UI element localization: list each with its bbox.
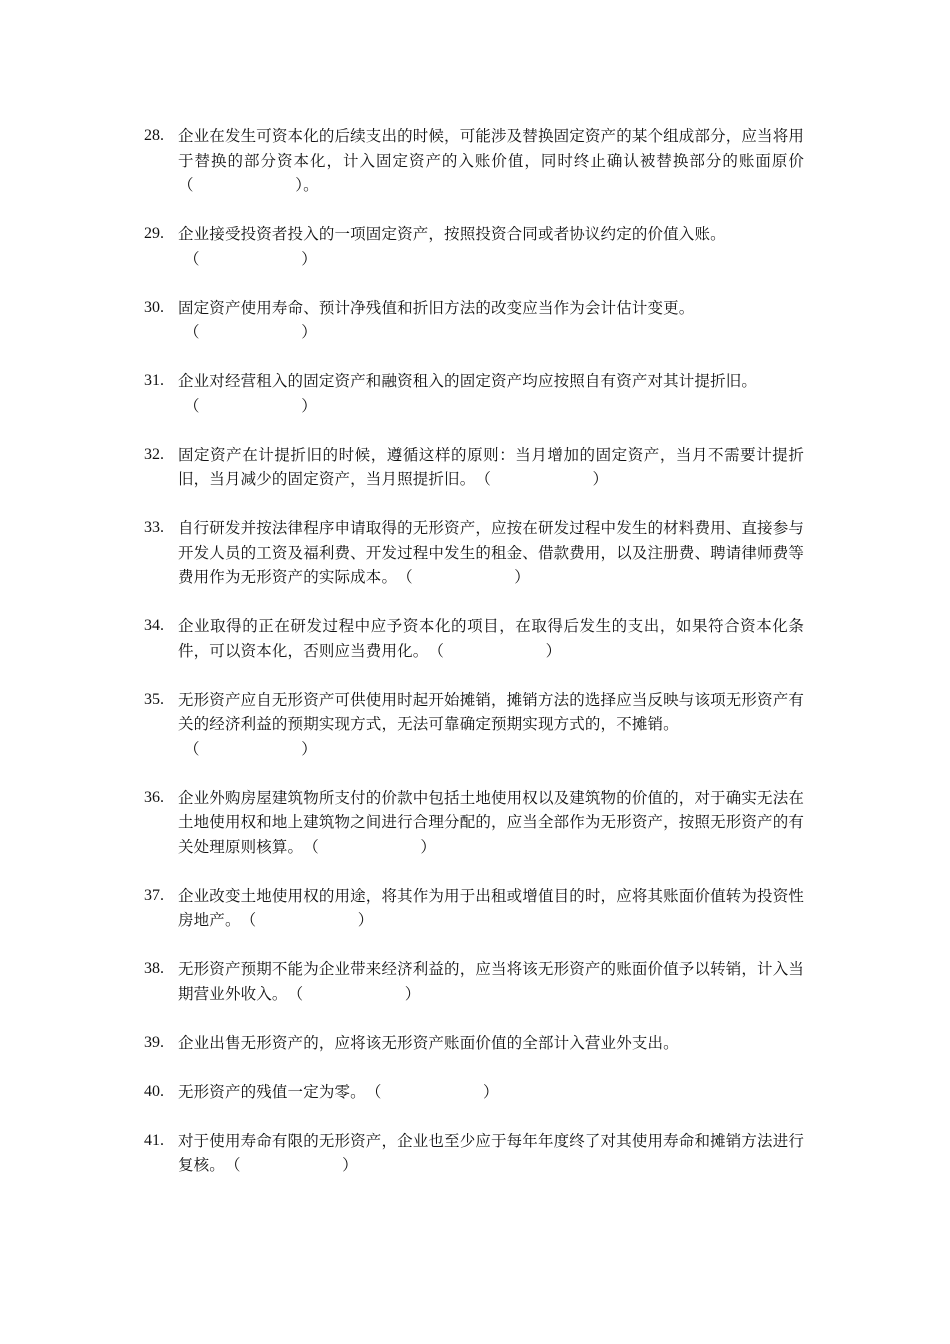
answer-blank[interactable]: （ ） xyxy=(184,739,317,758)
question-item xyxy=(144,957,804,1006)
question-item xyxy=(144,443,804,492)
question-text-block xyxy=(178,786,804,860)
question-item xyxy=(144,1080,804,1105)
question-item xyxy=(144,516,804,590)
answer-blank[interactable]: （ ）。 xyxy=(178,176,319,194)
question-number: 40. xyxy=(144,1082,164,1100)
question-text: 无形资产预期不能为企业带来经济利益的，应当将该无形资产的账面价值予以转销，计入当期营业外收入。 xyxy=(178,960,805,1003)
question-number: 32. xyxy=(144,445,164,463)
question-item xyxy=(144,369,804,418)
question-text-block xyxy=(178,296,804,345)
answer-blank[interactable]: （ ） xyxy=(224,1156,358,1174)
question-text: 企业改变土地使用权的用途，将其作为用于出租或增值目的时，应将其账面价值转为投资性房地产。 xyxy=(178,886,805,929)
question-text-block xyxy=(178,884,804,933)
question-text: 对于使用寿命有限的无形资产，企业也至少应于每年年度终了对其使用寿命和摊销方法进行复核。 xyxy=(178,1131,805,1174)
answer-blank[interactable]: （ ） xyxy=(184,249,317,268)
question-item xyxy=(144,688,804,762)
question-number: 41. xyxy=(144,1131,164,1149)
answer-blank[interactable]: （ ） xyxy=(303,837,437,856)
question-text-block xyxy=(178,443,804,492)
question-text: 固定资产使用寿命、预计净残值和折旧方法的改变应当作为会计估计变更。 xyxy=(178,298,695,317)
question-text-block xyxy=(178,369,804,418)
question-text: 无形资产的残值一定为零。 xyxy=(178,1082,366,1101)
question-list xyxy=(144,124,804,1202)
question-item xyxy=(144,786,804,860)
answer-blank[interactable]: （ ） xyxy=(287,984,421,1003)
question-text-block xyxy=(178,124,804,198)
question-item xyxy=(144,1129,804,1178)
question-item xyxy=(144,884,804,933)
answer-blank[interactable]: （ ） xyxy=(240,911,374,929)
answer-blank[interactable]: （ ） xyxy=(397,568,530,586)
question-number: 28. xyxy=(144,127,164,144)
question-number: 29. xyxy=(144,225,164,242)
question-text-block xyxy=(178,1129,804,1178)
question-text-block xyxy=(178,1080,804,1105)
question-text: 企业对经营租入的固定资产和融资租入的固定资产均应按照自有资产对其计提折旧。 xyxy=(178,372,758,390)
question-text: 固定资产在计提折旧的时候，遵循这样的原则：当月增加的固定资产，当月不需要计提折旧，当月减少的固定资产，当月照提折旧。 xyxy=(178,445,804,488)
question-number: 35. xyxy=(144,690,164,708)
question-item xyxy=(144,1031,804,1056)
question-text: 企业外购房屋建筑物所支付的价款中包括土地使用权以及建筑物的价值的，对于确实无法在土地使用权和地上建筑物之间进行合理分配的，应当全部作为无形资产，按照无形资产的有关处理原则核算。 xyxy=(178,788,805,856)
answer-blank[interactable]: （ ） xyxy=(184,323,317,341)
question-text-block xyxy=(178,957,804,1006)
question-text: 无形资产应自无形资产可供使用时起开始摊销，摊销方法的选择应当反映与该项无形资产有关的经济利益的预期实现方式，无法可靠确定预期实现方式的，不摊销。 xyxy=(178,690,805,733)
question-item xyxy=(144,222,804,271)
answer-blank[interactable]: （ ） xyxy=(365,1082,499,1101)
question-number: 38. xyxy=(144,960,164,977)
question-text-block xyxy=(178,516,804,590)
question-number: 30. xyxy=(144,298,164,316)
question-text: 企业在发生可资本化的后续支出的时候，可能涉及替换固定资产的某个组成部分，应当将用于替换的部分资本化，计入固定资产的入账价值，同时终止确认被替换部分的账面原价 xyxy=(178,127,805,170)
answer-blank[interactable]: （ ） xyxy=(184,396,317,415)
question-text-block xyxy=(178,614,804,663)
question-text-block xyxy=(178,688,804,762)
question-item xyxy=(144,614,804,663)
question-item xyxy=(144,124,804,198)
answer-blank[interactable]: （ ） xyxy=(475,470,609,488)
question-text: 企业接受投资者投入的一项固定资产，按照投资合同或者协议约定的价值入账。 xyxy=(178,225,726,243)
question-number: 33. xyxy=(144,519,164,536)
answer-blank[interactable]: （ ） xyxy=(428,641,562,660)
question-number: 34. xyxy=(144,617,164,634)
question-number: 37. xyxy=(144,886,164,904)
question-number: 31. xyxy=(144,372,164,389)
question-text: 企业取得的正在研发过程中应予资本化的项目，在取得后发生的支出，如果符合资本化条件，可以资本化，否则应当费用化。 xyxy=(178,617,804,660)
question-text-block xyxy=(178,222,804,271)
question-text: 企业出售无形资产的，应将该无形资产账面价值的全部计入营业外支出。 xyxy=(178,1033,679,1052)
question-text: 自行研发并按法律程序申请取得的无形资产，应按在研发过程中发生的材料费用、直接参与开发人员的工资及福利费、开发过程中发生的租金、借款费用，以及注册费、聘请律师费等费用作为无形资产的实际成本。 xyxy=(178,519,805,586)
question-number: 39. xyxy=(144,1033,164,1051)
question-number: 36. xyxy=(144,788,164,806)
question-text-block xyxy=(178,1031,804,1056)
question-item xyxy=(144,296,804,345)
